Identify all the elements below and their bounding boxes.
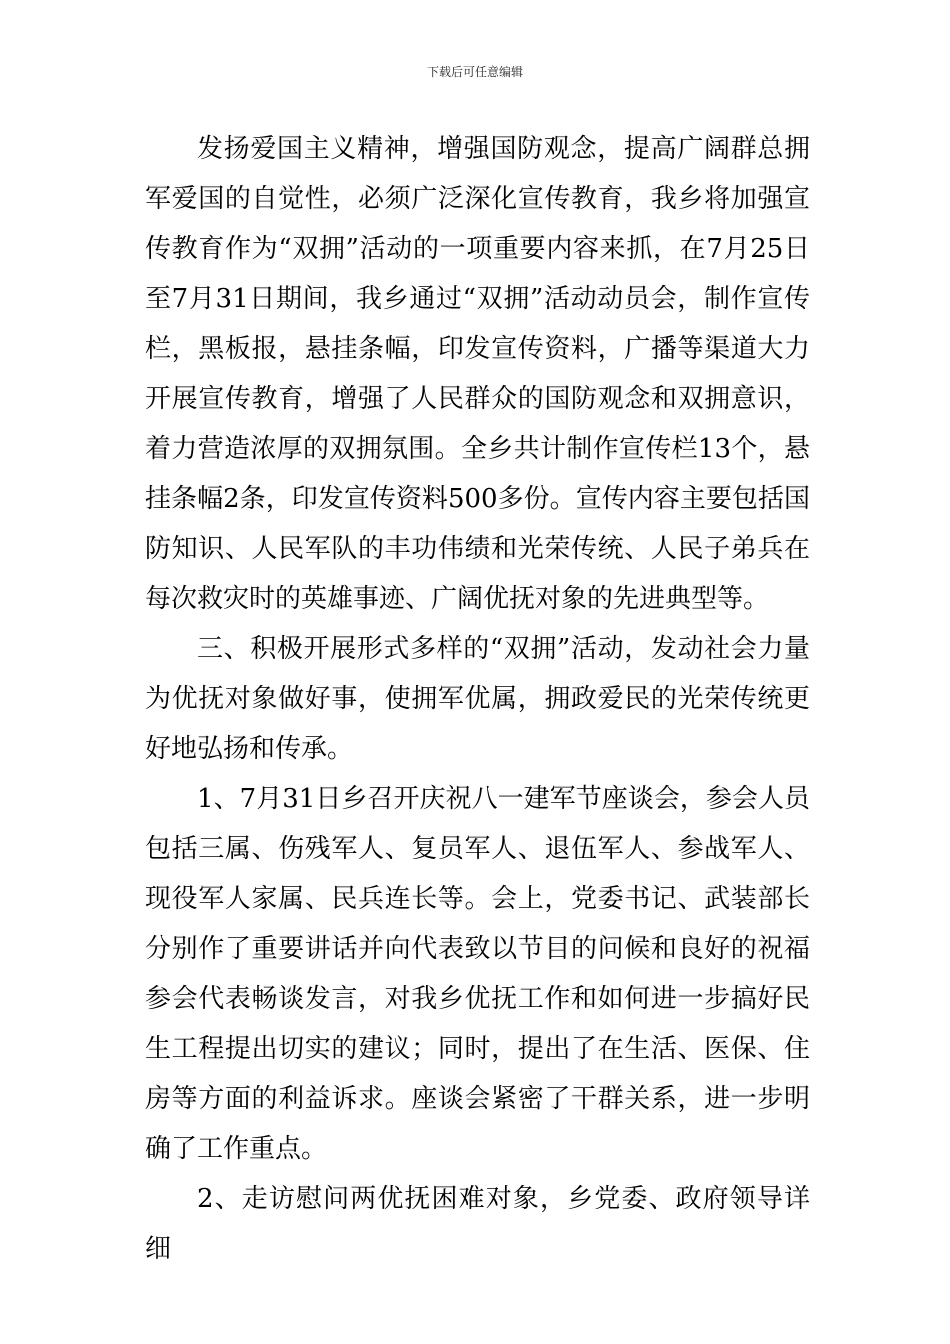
document-body — [145, 124, 810, 1274]
paragraph-item-two: 2、走访慰问两优抚困难对象，乡党委、政府领导详细 — [145, 1184, 810, 1264]
paragraph-publicity: 发扬爱国主义精神，增强国防观念，提高广阔群总拥军爱国的自觉性，必须广泛深化宣传教育，我乡将加强宣传教育作为“双拥”活动的一项重要内容来抓，在7月25日至7月31日期间，我乡通过“双拥”活动动员会，制作宣传栏，黑板报，悬挂条幅，印发宣传资料，广播等渠道大力开展宣传教育，增强了人民群众的国防观念和双拥意识，着力营造浓厚的双拥氛围。全乡共计制作宣传栏13个，悬挂条幅2条，印发宣传资料500多份。宣传内容主要包括国防知识、人民军队的丰功伟绩和光荣传统、人民子弟兵在每次救灾时的英雄事迹、广阔优抚对象的先进典型等。 — [145, 134, 810, 614]
paragraph-item-one: 1、7月31日乡召开庆祝八一建军节座谈会，参会人员包括三属、伤残军人、复员军人、退伍军人、参战军人、现役军人家属、民兵连长等。会上，党委书记、武装部长分别作了重要讲话并向代表致以节目的问候和良好的祝福参会代表畅谈发言，对我乡优抚工作和如何进一步搞好民生工程提出切实的建议；同时，提出了在生活、医保、住房等方面的利益诉求。座谈会紧密了干群关系，进一步明确了工作重点。 — [145, 784, 810, 1164]
paragraph-section-three: 三、积极开展形式多样的“双拥”活动，发动社会力量为优抚对象做好事，使拥军优属，拥政爱民的光荣传统更好地弘扬和传承。 — [145, 634, 810, 764]
page-header-note: 下载后可任意编辑 — [426, 65, 523, 79]
